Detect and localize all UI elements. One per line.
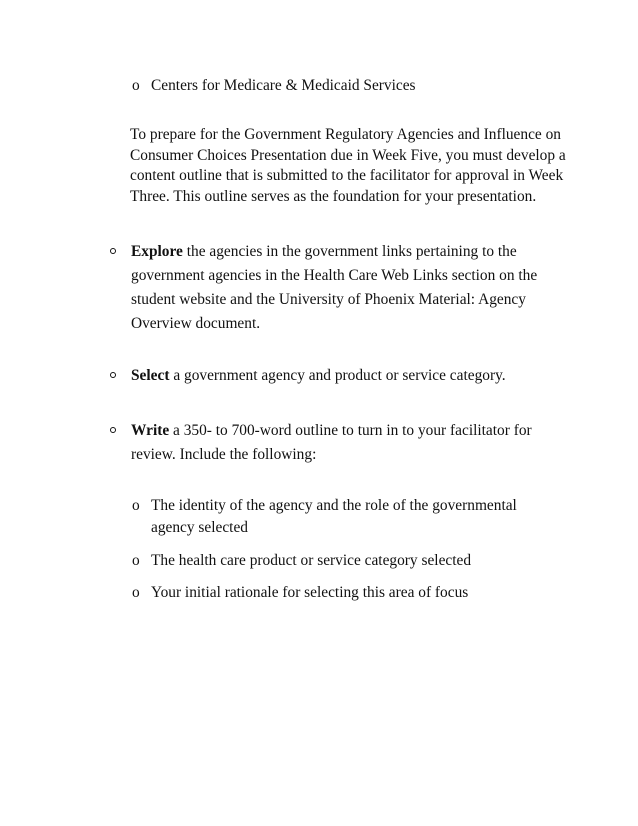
sub-item-identity bbox=[132, 495, 562, 539]
bullet-dot-icon bbox=[110, 248, 116, 254]
bullet-body: a 350- to 700-word outline to turn in to your facilitator for review. Include the following: bbox=[131, 422, 532, 463]
bullet-select bbox=[110, 364, 580, 388]
sub-bullet-marker: o bbox=[132, 552, 140, 569]
bullet-text bbox=[131, 364, 580, 388]
bullet-text bbox=[131, 419, 580, 467]
bullet-text bbox=[131, 240, 580, 336]
bullet-dot-icon bbox=[110, 372, 116, 378]
sub-bullet-marker: o bbox=[132, 77, 140, 94]
sub-item-text: Centers for Medicare & Medicaid Services bbox=[151, 77, 416, 94]
bullet-keyword: Select bbox=[131, 367, 170, 384]
sub-item-cms bbox=[132, 75, 416, 97]
sub-bullet-marker: o bbox=[132, 584, 140, 601]
sub-item-product bbox=[132, 550, 471, 572]
sub-item-rationale bbox=[132, 582, 468, 604]
sub-bullet-marker: o bbox=[132, 497, 140, 514]
bullet-body: the agencies in the government links pertaining to the government agencies in the Health Care Web Links section on the student website and the University of Phoenix Material: Agency Overview document. bbox=[131, 243, 538, 332]
bullet-write bbox=[110, 419, 580, 467]
bullet-explore bbox=[110, 240, 580, 336]
sub-item-text: The identity of the agency and the role of the governmental agency selected bbox=[151, 497, 517, 536]
intro-paragraph: To prepare for the Government Regulatory Agencies and Influence on Consumer Choices Presentation due in Week Five, you must develop a content outline that is submitted to the facilitator for approval in Week Three. This outline serves as the foundation for your presentation. bbox=[130, 126, 566, 205]
sub-item-text: The health care product or service category selected bbox=[151, 552, 472, 569]
bullet-body: a government agency and product or service category. bbox=[169, 367, 506, 384]
bullet-keyword: Write bbox=[131, 422, 170, 439]
bullet-keyword: Explore bbox=[131, 243, 183, 260]
bullet-dot-icon bbox=[110, 427, 116, 433]
sub-item-text: Your initial rationale for selecting this area of focus bbox=[151, 584, 469, 601]
